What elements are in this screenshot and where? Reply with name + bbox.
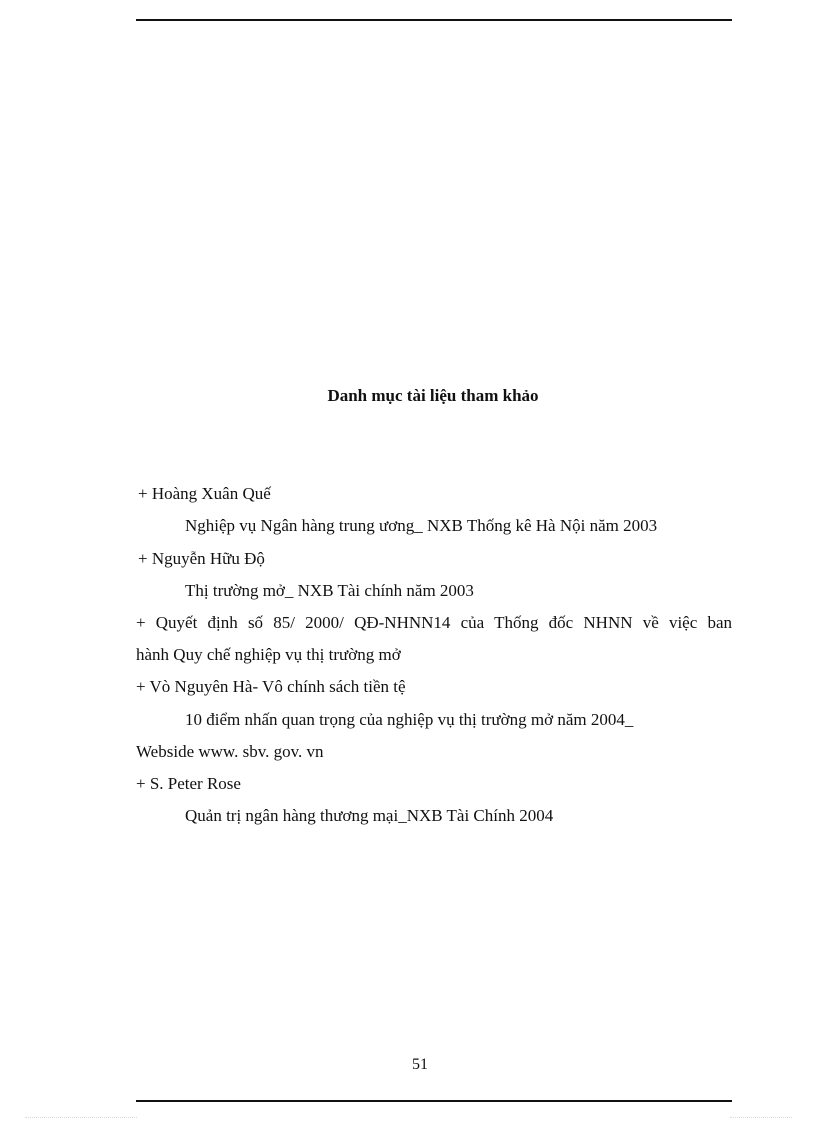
reference-2-title: Thị trường mở_ NXB Tài chính năm 2003 <box>185 581 474 600</box>
footer-rule <box>136 1100 732 1102</box>
page-title: Danh mục tài liệu tham khảo <box>327 386 539 405</box>
header-rule <box>136 19 732 21</box>
reference-1-title: Nghiệp vụ Ngân hàng trung ương_ NXB Thống kê Hà Nội năm 2003 <box>185 516 658 535</box>
footer-right-dots <box>730 1117 792 1118</box>
reference-3-continuation: hành Quy chế nghiệp vụ thị trường mở <box>136 645 401 664</box>
reference-1-author: + Hoàng Xuân Quế <box>138 484 271 503</box>
reference-4-website: Webside www. sbv. gov. vn <box>136 742 324 761</box>
reference-5-author: + S. Peter Rose <box>136 774 241 793</box>
footer-left-dots <box>25 1117 137 1118</box>
reference-2-author: + Nguyễn Hữu Độ <box>138 549 265 568</box>
reference-4-title: 10 điểm nhấn quan trọng của nghiệp vụ thị trường mở năm 2004_ <box>185 710 634 729</box>
reference-4-author: + Vò Nguyên Hà- Vô chính sách tiền tệ <box>136 677 406 696</box>
reference-3-title: + Quyết định số 85/ 2000/ QĐ-NHNN14 của Thống đốc NHNN về việc ban <box>136 613 732 632</box>
reference-5-title: Quản trị ngân hàng thương mại_NXB Tài Chính 2004 <box>185 806 554 825</box>
page-number: 51 <box>412 1056 428 1073</box>
